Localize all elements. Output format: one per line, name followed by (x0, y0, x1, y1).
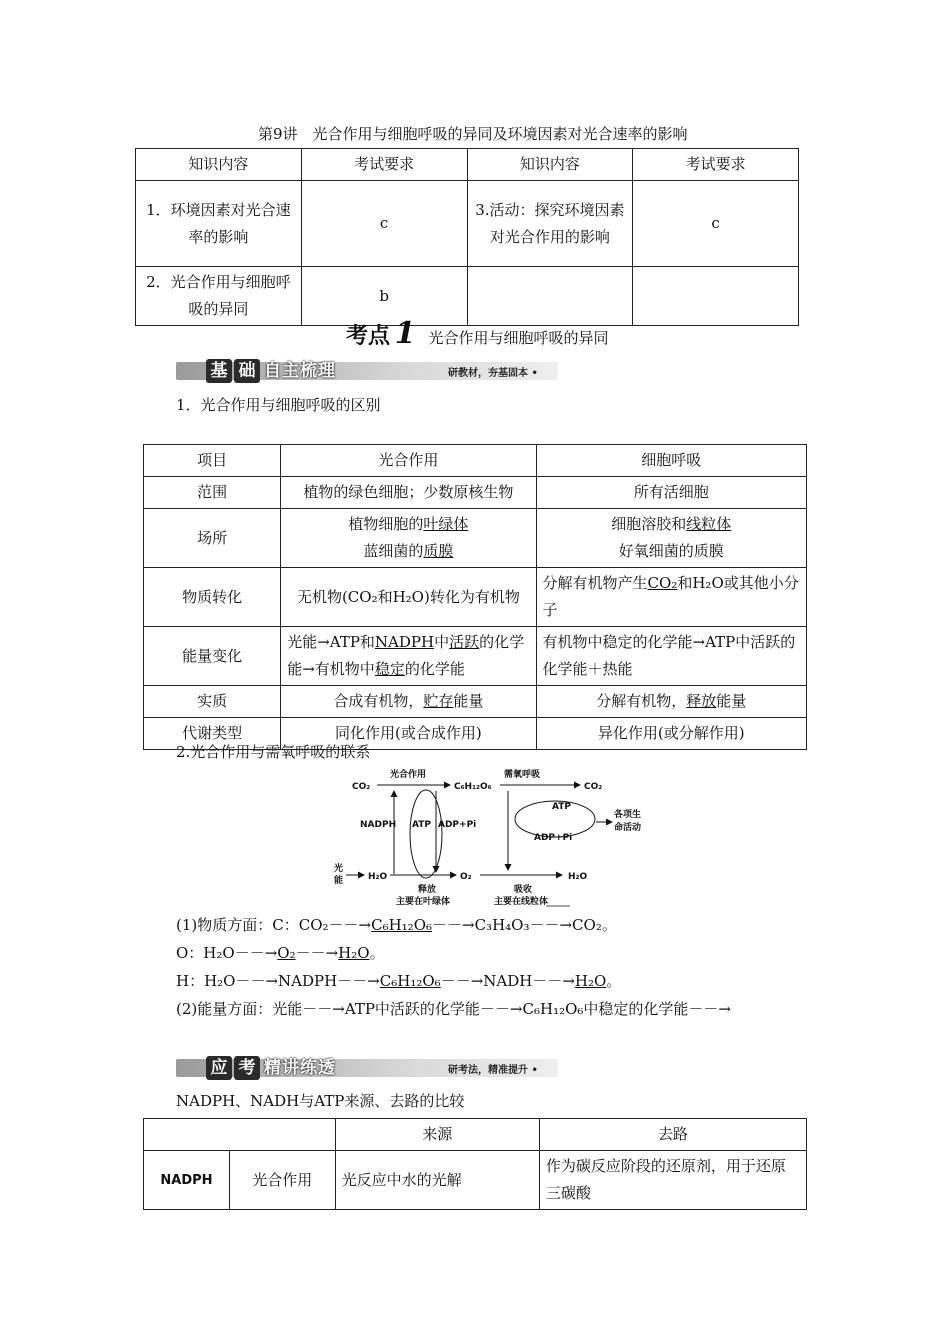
table-cell: 光合作用 (229, 1151, 335, 1210)
table-cell: 无机物(CO₂和H₂O)转化为有机物 (281, 568, 536, 627)
row-label: 场所 (144, 509, 281, 568)
table-cell: c (633, 181, 799, 267)
header-cell: 知识内容 (136, 149, 302, 181)
chloroplast-label: 主要在叶绿体 (396, 897, 451, 907)
kaodian-heading (346, 316, 608, 351)
light-label-2: 能 (334, 876, 344, 886)
table-cell: 分解有机物产生CO₂和H₂O或其他小分子 (536, 568, 806, 627)
banner-tagline: 研教材，夯基固本 • (448, 368, 538, 379)
kaodian-label: 考点 (346, 324, 391, 349)
header-cell: 考试要求 (633, 149, 799, 181)
banner-char: 基 (206, 359, 232, 383)
header-cell: 光合作用 (281, 445, 536, 477)
comparison-table (143, 444, 807, 750)
row-label: 能量变化 (144, 627, 281, 686)
table-cell: 1．环境因素对光合速率的影响 (136, 181, 302, 267)
adp2-label: ADP+Pi (534, 833, 573, 843)
absorb-label: 吸收 (514, 885, 533, 895)
header-cell: 来源 (335, 1119, 539, 1151)
material-line-c: (1)物质方面：C：CO₂－－→C₆H₁₂O₆－－→C₃H₄O₃－－→CO₂。 (176, 916, 617, 934)
section-title: NADPH、NADH与ATP来源、去路的比较 (176, 1092, 465, 1110)
banner-title: 精讲练透 (264, 1058, 336, 1078)
banner-char: 应 (206, 1056, 232, 1080)
nadph-table (143, 1118, 807, 1210)
photosynthesis-respiration-diagram (330, 764, 660, 909)
row-label: 实质 (144, 686, 281, 718)
table-cell: 分解有机物，释放能量 (536, 686, 806, 718)
energy-line: (2)能量方面：光能－－→ATP中活跃的化学能－－→C₆H₁₂O₆中稳定的化学能－－→ (176, 1000, 731, 1018)
light-label-1: 光 (334, 864, 344, 874)
life-label-2: 命活动 (614, 823, 642, 833)
aerobic-label: 需氧呼吸 (504, 770, 541, 780)
table-cell: 植物的绿色细胞；少数原核生物 (281, 477, 536, 509)
nadph-label: NADPH (360, 820, 397, 830)
table-cell: 合成有机物，贮存能量 (281, 686, 536, 718)
material-line-h: H：H₂O－－→NADPH－－→C₆H₁₂O₆－－→NADH－－→H₂O。 (176, 972, 622, 990)
table-cell (144, 1119, 336, 1151)
co2-left-label: CO₂ (352, 782, 371, 792)
table-cell: 3.活动：探究环境因素对光合作用的影响 (467, 181, 633, 267)
row-label: 物质转化 (144, 568, 281, 627)
banner-tagline: 研考法，精准提升 • (448, 1065, 538, 1076)
banner-char: 础 (234, 359, 260, 383)
table-cell: c (301, 181, 467, 267)
release-label: 释放 (418, 885, 437, 895)
table-cell: 细胞溶胶和线粒体 好氧细菌的质膜 (536, 509, 806, 568)
table-cell: 作为碳反应阶段的还原剂，用于还原三碳酸 (539, 1151, 806, 1210)
o2-label: O₂ (460, 872, 472, 882)
co2-right-label: CO₂ (584, 782, 603, 792)
h2o-left-label: H₂O (368, 872, 388, 882)
section-banner-exam (176, 1056, 558, 1080)
kaodian-number: 1 (394, 316, 416, 351)
table-cell: 光反应中水的光解 (335, 1151, 539, 1210)
atp2-label: ATP (552, 802, 572, 812)
header-cell: 项目 (144, 445, 281, 477)
banner-char: 考 (234, 1056, 260, 1080)
header-cell: 细胞呼吸 (536, 445, 806, 477)
table-cell: 植物细胞的叶绿体 蓝细菌的质膜 (281, 509, 536, 568)
header-cell: 知识内容 (467, 149, 633, 181)
row-label: 范围 (144, 477, 281, 509)
row-label: NADPH (144, 1151, 230, 1210)
h2o-right-label: H₂O (568, 872, 588, 882)
table-cell: 异化作用(或分解作用) (536, 718, 806, 750)
section-title: 2.光合作用与需氧呼吸的联系 (176, 743, 371, 761)
requirement-table (135, 148, 799, 326)
table-cell: 所有活细胞 (536, 477, 806, 509)
section-title: 1．光合作用与细胞呼吸的区别 (176, 396, 381, 414)
atp-label: ATP (412, 820, 432, 830)
table-cell: b (301, 267, 467, 326)
table-cell: 同化作用(或合成作用) (281, 718, 536, 750)
mitochondria-label: 主要在线粒体 (494, 897, 549, 907)
kaodian-text: 光合作用与细胞呼吸的异同 (428, 329, 609, 347)
photo-label: 光合作用 (390, 770, 427, 780)
table-cell (633, 267, 799, 326)
table-cell: 有机物中稳定的化学能→ATP中活跃的化学能＋热能 (536, 627, 806, 686)
table-cell: 2．光合作用与细胞呼吸的异同 (136, 267, 302, 326)
adp-label: ADP+Pi (438, 820, 477, 830)
row-label: 代谢类型 (144, 718, 281, 750)
table-cell: 光能→ATP和NADPH中活跃的化学能→有机物中稳定的化学能 (281, 627, 536, 686)
life-label-1: 各项生 (614, 810, 642, 820)
header-cell: 考试要求 (301, 149, 467, 181)
header-cell: 去路 (539, 1119, 806, 1151)
material-line-o: O：H₂O－－→O₂－－→H₂O。 (176, 944, 385, 962)
page-title: 第9讲 光合作用与细胞呼吸的异同及环境因素对光合速率的影响 (258, 125, 688, 143)
glucose-label: C₆H₁₂O₆ (454, 782, 492, 792)
banner-title: 自主梳理 (264, 361, 336, 381)
section-banner-basic (176, 359, 558, 383)
